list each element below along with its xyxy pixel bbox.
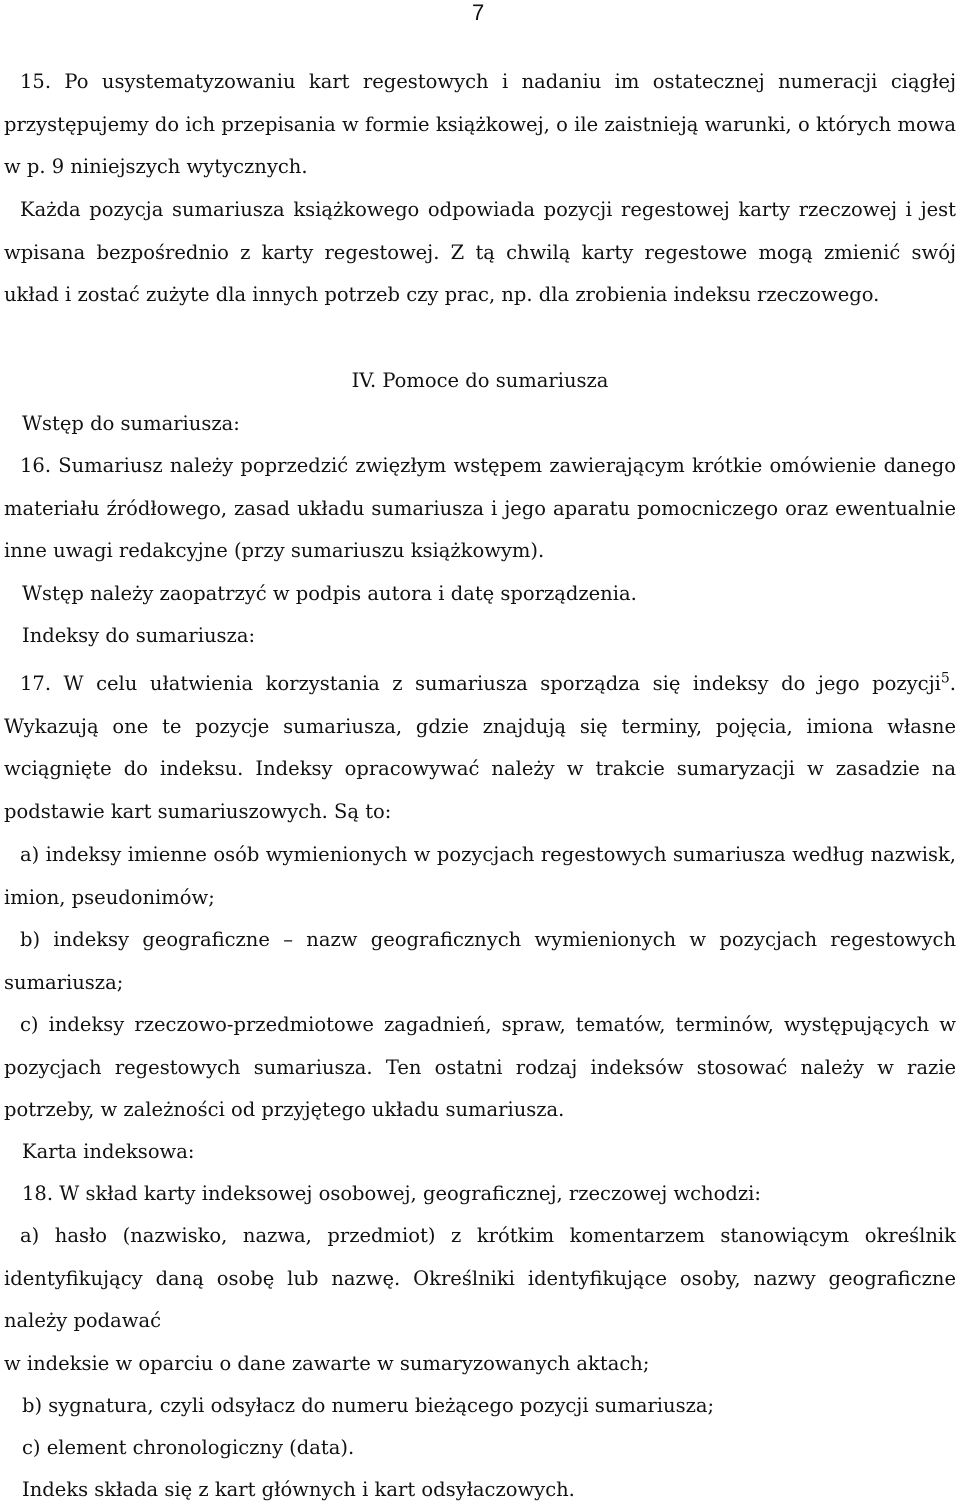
section-16-text: 16. Sumariusz należy poprzedzić zwięzłym wstępem zawierającym krótkie omówienie danego materiału źródłowego, zasad układu sumariusza i jego aparatu pomocniczego oraz ewentualnie inne uwagi redakcyjne (przy sumariuszu książkowym). — [4, 454, 956, 563]
intro-label: Wstęp do sumariusza: — [22, 412, 240, 435]
page-number: 7 — [472, 0, 485, 25]
paragraph-17 — [4, 663, 956, 833]
card-label: Karta indeksowa: — [22, 1140, 195, 1163]
paragraph-15 — [4, 61, 956, 189]
section-15-number: 15. — [20, 70, 52, 93]
section-18-closing: Indeks składa się z kart głównych i kart odsyłaczowych. — [22, 1478, 575, 1501]
section-17-item-b: b) indeksy geograficzne – nazw geograficznych wymienionych w pozycjach regestowych sumariusza; — [4, 928, 956, 994]
paragraph-15-continued — [4, 189, 956, 317]
list-item-c-indexes — [4, 1004, 956, 1132]
section-18-item-b: b) sygnatura, czyli odsyłacz do numeru bieżącego pozycji sumariusza; — [22, 1394, 715, 1417]
section-18-item-c: c) element chronologiczny (data). — [22, 1436, 355, 1459]
indexes-label: Indeksy do sumariusza: — [22, 624, 256, 647]
paragraph-16 — [4, 445, 956, 573]
list-item-b-indexes — [4, 919, 956, 1004]
section-18-item-a: a) hasło (nazwisko, nazwa, przedmiot) z krótkim komentarzem stanowiącym określnik identyfikujący daną osobę lub nazwę. Określniki identyfikujące osoby, nazwy geograficzne należy podawać — [4, 1224, 956, 1333]
list-item-a-indexes — [4, 834, 956, 919]
section-17-item-a: a) indeksy imienne osób wymienionych w pozycjach regestowych sumariusza według nazwisk, imion, pseudonimów; — [4, 843, 956, 909]
section-18-intro: 18. W skład karty indeksowej osobowej, geograficznej, rzeczowej wchodzi: — [22, 1182, 761, 1205]
signature-note: Wstęp należy zaopatrzyć w podpis autora i datę sporządzenia. — [22, 582, 637, 605]
footnote-reference[interactable]: 5 — [940, 670, 950, 687]
section-15-text-1: Po usystematyzowaniu kart regestowych i nadaniu im ostatecznej numeracji ciągłej przystępujemy do ich przepisania w formie książkowej, o ile zaistnieją warunki, o których mowa w p. 9 niniejszych wytycznych. — [4, 70, 956, 179]
section-18-item-a-continued: w indeksie w oparciu o dane zawarte w sumaryzowanych aktach; — [4, 1352, 650, 1375]
section-17-text: 17. W celu ułatwienia korzystania z sumariusza sporządza się indeksy do jego pozycji — [20, 672, 941, 695]
section-17-item-c: c) indeksy rzeczowo-przedmiotowe zagadnień, spraw, tematów, terminów, występujących w pozycjach regestowych sumariusza. Ten ostatni rodzaj indeksów stosować należy w razie potrzeby, w zależności od przyjętego układu sumariusza. — [4, 1013, 956, 1122]
section-15-text-2: Każda pozycja sumariusza książkowego odpowiada pozycji regestowej karty rzeczowej i jest wpisana bezpośrednio z karty regestowej. Z tą chwilą karty regestowe mogą zmienić swój układ i zostać zużyte dla innych potrzeb czy prac, np. dla zrobienia indeksu rzeczowego. — [4, 198, 956, 307]
list-item-a-card — [4, 1215, 956, 1343]
chapter-heading: IV. Pomoce do sumariusza — [351, 369, 609, 392]
section-17-text-continued: . Wykazują one te pozycje sumariusza, gdzie znajdują się terminy, pojęcia, imiona własne wciągnięte do indeksu. Indeksy opracowywać należy w trakcie sumaryzacji w zasadzie na podstawie kart sumariuszowych. Są to: — [4, 672, 956, 823]
